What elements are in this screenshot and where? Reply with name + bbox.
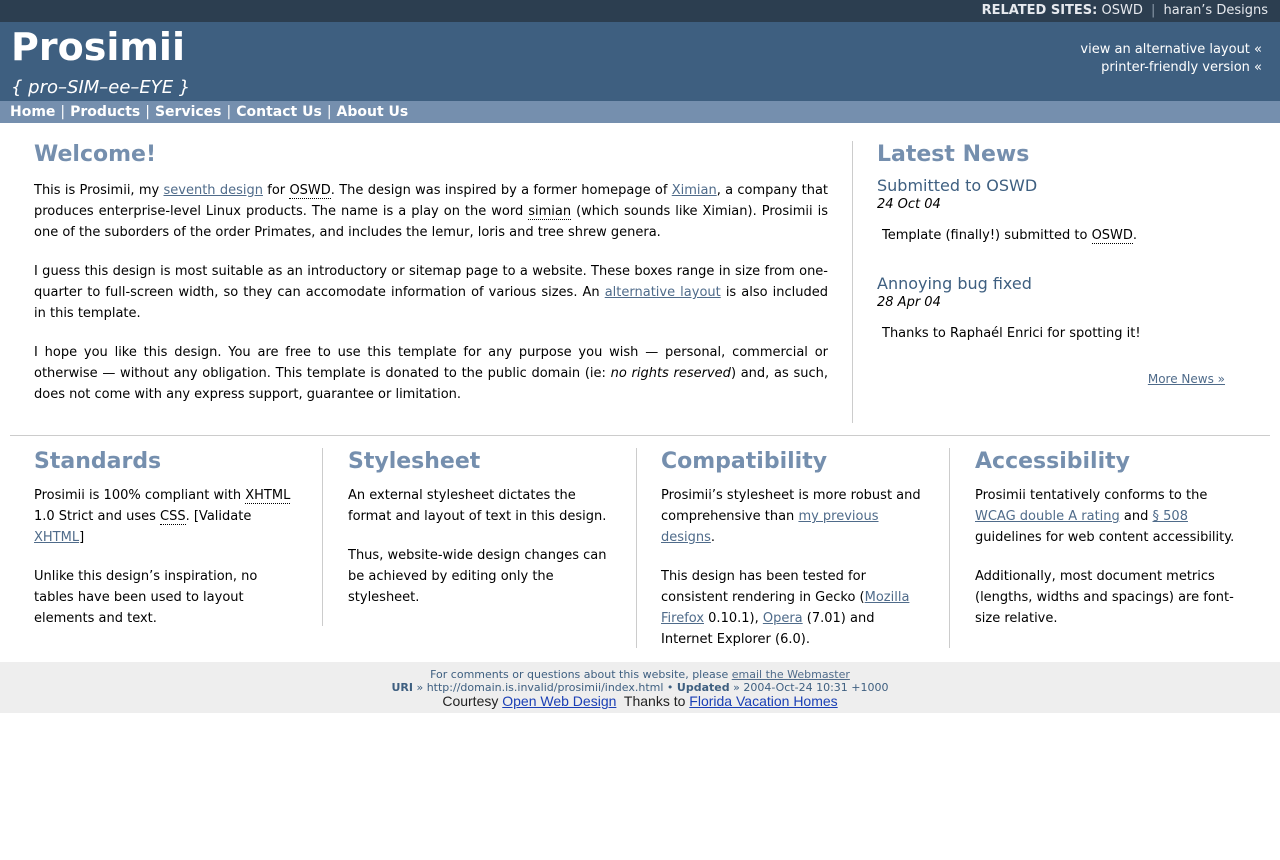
footer-credits-line	[0, 693, 1280, 709]
compatibility-heading: Compatibility	[661, 449, 828, 474]
alternative-layout-link[interactable]: view an alternative layout «	[1080, 42, 1262, 57]
news-item-text	[882, 325, 1225, 343]
related-site-oswd-link[interactable]: OSWD	[1101, 3, 1143, 18]
text: 0.10.1),	[704, 611, 763, 626]
alternative-layout-inline-link[interactable]: alternative layout	[604, 285, 721, 300]
text: ]	[79, 530, 85, 545]
text: Prosimii is 100% compliant with	[34, 488, 246, 503]
css-abbr: CSS	[160, 509, 186, 524]
text: . The design was inspired by a former homepage of	[330, 183, 672, 198]
nav-separator: |	[226, 104, 232, 120]
compatibility-column	[661, 448, 927, 668]
column-divider	[949, 448, 950, 648]
nav-separator: |	[145, 104, 150, 120]
nav-contact-us[interactable]: Contact Us	[236, 104, 322, 120]
accessibility-paragraph-1	[975, 485, 1241, 548]
oswd-abbr: OSWD	[1091, 228, 1133, 243]
section-508-link[interactable]: § 508	[1152, 509, 1188, 524]
accessibility-column	[975, 448, 1241, 647]
accessibility-paragraph-2: Additionally, most document metrics (lengths, widths and spacings) are font-size relative.	[975, 569, 1234, 626]
ximian-link[interactable]: Ximian	[671, 183, 717, 198]
news-item-title: Submitted to OSWD	[877, 176, 1038, 195]
welcome-paragraph-2	[34, 261, 828, 324]
xhtml-abbr: XHTML	[245, 488, 291, 503]
nav-separator: |	[326, 104, 332, 120]
no-rights-reserved-emphasis: no rights reserved	[610, 366, 731, 381]
text: , a company that produces enterprise-level Linux products. The name is a play on the word	[34, 183, 829, 219]
footer-contact-line	[0, 668, 1280, 681]
text: (7.01) and Internet Explorer (6.0).	[661, 611, 875, 647]
stylesheet-heading: Stylesheet	[348, 449, 481, 474]
nav-about-us[interactable]: About Us	[336, 104, 409, 120]
site-footer	[0, 662, 1280, 713]
compatibility-paragraph-2	[661, 566, 927, 650]
welcome-paragraph-1	[34, 180, 828, 243]
florida-vacation-homes-link[interactable]: Florida Vacation Homes	[689, 693, 838, 709]
text: guidelines for web content accessibility.	[975, 530, 1235, 545]
oswd-abbr: OSWD	[289, 183, 331, 198]
related-sites-bar	[0, 0, 1280, 22]
wcag-link[interactable]: WCAG double A rating	[975, 509, 1120, 524]
site-subtitle: { pro–SIM–ee–EYE }	[11, 77, 191, 98]
nav-separator: |	[60, 104, 66, 120]
nav-home[interactable]: Home	[10, 104, 56, 120]
text: I guess this design is most suitable as an introductory or sitemap page to a website. These boxes range in size from one-quarter to full-screen width, so they can accomodate information of various sizes. An	[34, 264, 828, 300]
text: Prosimii tentatively conforms to the	[975, 488, 1208, 503]
text: (which sounds like Ximian). Prosimii is one of the suborders of the order Primates, and includes the lemur, loris and tree shrew genera.	[34, 204, 828, 240]
news-item-title: Annoying bug fixed	[877, 274, 1032, 293]
latest-news-heading: Latest News	[877, 142, 1030, 167]
site-header	[0, 22, 1280, 101]
previous-designs-link[interactable]: my previous designs	[661, 509, 879, 545]
validate-xhtml-link[interactable]: XHTML	[34, 530, 80, 545]
site-title: Prosimii	[11, 25, 185, 69]
printer-friendly-link[interactable]: printer-friendly version «	[1101, 60, 1262, 75]
latest-news-section	[877, 141, 1225, 386]
updated-value: » 2004-Oct-24 10:31 +1000	[729, 681, 889, 694]
main-divider	[852, 141, 853, 423]
simian-abbr: simian	[528, 204, 572, 219]
text: Thanks to	[616, 693, 690, 709]
text: Courtesy	[442, 693, 503, 709]
text: ) and, as such, does not come with any express support, guarantee or limitation.	[34, 366, 828, 402]
compatibility-paragraph-1	[661, 485, 927, 548]
text: is also included in this template.	[34, 285, 828, 321]
related-sites-label: RELATED SITES:	[981, 3, 1098, 18]
text: I hope you like this design. You are free to use this template for any purpose you wish — personal, commercial or otherwise — without any obligation. This template is donated to the public domain (ie:	[34, 345, 828, 381]
open-web-design-link[interactable]: Open Web Design	[502, 693, 617, 709]
text: and	[1119, 509, 1153, 524]
uri-value: » http://domain.is.invalid/prosimii/index.html •	[412, 681, 677, 694]
column-divider	[322, 448, 323, 626]
column-divider	[636, 448, 637, 648]
related-site-harans-designs-link[interactable]: haran’s Designs	[1163, 3, 1268, 18]
header-links	[1080, 41, 1262, 77]
main-content	[0, 123, 1280, 647]
stylesheet-paragraph-1: An external stylesheet dictates the format and layout of text in this design.	[348, 488, 607, 524]
more-news	[877, 372, 1225, 386]
text: .	[710, 530, 716, 545]
news-item-text	[882, 227, 1225, 245]
standards-column	[34, 448, 300, 647]
email-webmaster-link[interactable]: email the Webmaster	[731, 668, 850, 681]
related-sites-separator: |	[1151, 3, 1156, 18]
stylesheet-paragraph-2: Thus, website-wide design changes can be achieved by editing only the stylesheet.	[348, 548, 607, 605]
welcome-section	[34, 141, 828, 423]
text: .	[1132, 228, 1138, 243]
text: 1.0 Strict and uses	[34, 509, 160, 524]
uri-label: URI	[391, 681, 413, 694]
news-item-date: 24 Oct 04	[877, 197, 941, 212]
firefox-link[interactable]: Firefox	[661, 611, 705, 626]
more-news-link[interactable]: More News »	[1147, 372, 1225, 386]
text: This is Prosimii, my	[34, 183, 164, 198]
text: . [Validate	[185, 509, 252, 524]
text: Prosimii’s stylesheet is more robust and comprehensive than	[661, 488, 921, 524]
stylesheet-column	[348, 448, 614, 626]
welcome-heading: Welcome!	[34, 142, 156, 167]
nav-services[interactable]: Services	[154, 104, 222, 120]
updated-label: Updated	[676, 681, 730, 694]
opera-link[interactable]: Opera	[762, 611, 803, 626]
standards-heading: Standards	[34, 449, 162, 474]
feature-columns	[0, 448, 1280, 648]
text: for	[262, 183, 290, 198]
text: Thanks to Raphaél Enrici for spotting it!	[882, 326, 1141, 341]
nav-products[interactable]: Products	[70, 104, 141, 120]
mozilla-link[interactable]: Mozilla	[864, 590, 910, 605]
welcome-paragraph-3	[34, 342, 828, 405]
standards-paragraph-1	[34, 485, 300, 548]
seventh-design-link[interactable]: seventh design	[163, 183, 263, 198]
standards-paragraph-2: Unlike this design’s inspiration, no tables have been used to layout elements and text.	[34, 569, 258, 626]
text: For comments or questions about this website, please	[430, 668, 732, 681]
accessibility-heading: Accessibility	[975, 449, 1130, 474]
news-item-date: 28 Apr 04	[877, 295, 941, 310]
section-divider	[10, 435, 1270, 436]
text: This design has been tested for consistent rendering in Gecko (	[661, 569, 866, 605]
main-nav	[0, 101, 1280, 123]
text: Template (finally!) submitted to	[882, 228, 1092, 243]
